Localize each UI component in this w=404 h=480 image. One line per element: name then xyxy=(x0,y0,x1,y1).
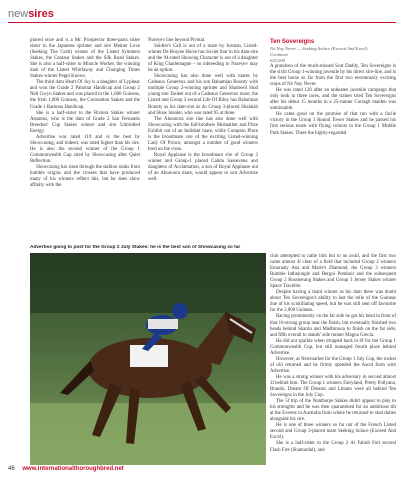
paragraph: However, at Newmarket for the Group 1 July Cup, the rocket of old returned and he firmly upended the Ascot form with Advertise. xyxy=(270,356,396,374)
paragraph: Racing prominently on the far side he got his head in front of that 16-strong group near the finish, but eventually finished two heads behind Skardu and Madhmoun to finish on the far side, and fifth overall to stands' side runner Magna Grecia. xyxy=(270,314,396,338)
article-column-4 xyxy=(270,254,396,454)
paragraph: Showcasing has also done well with mares by Cadeaux Genereux and his son Bahamian Bounty with multiple Group 2-winning sprinter and Shadwell Stud young sire Tasleet out of a Cadeaux Genereux mare, the Listed and Group 3 second Life Of Riley has Bahamian Bounty as his dam-sire as do Group 3-placed Shalaiah and Shaw Stealer, who was rated 95 at three. xyxy=(148,74,258,116)
page-footer xyxy=(8,466,124,476)
paragraph: placed once and is a Mr. Prospector three-parts sister sister to the Japanese sprinter and sire Meiner Love (Seeking The Gold) winner of the Listed Symmers Stakes, the Centaur Stakes and the Silk Road Stakes. She is also a half-sister to Miracle Worker, the winning dam of the Listed Whirlaway and Chunging Times Stakes winner Peppi Knows. xyxy=(30,38,140,80)
horse-photo xyxy=(30,253,266,465)
sire-stud: Coolmore xyxy=(270,52,289,57)
paragraph: He did not sparkle when dropped back to 6f for the Group 1 Commonwealth Cup, but still managed fourth place behind Advertise. xyxy=(270,338,396,356)
paragraph: club attempted to rattle him but to no avail, and the first two came almost 4l clear of a field that included Group 2 winners Emaraaty Ana and Marie's Diamond, the Group 3 winners Rumble Inthejungle and Bergoi Pomboir and the subsequent Group 2 Boomerang Stakes and Group 3 Jersey Stakes winner Space Traveller. xyxy=(270,254,396,290)
sire-fee: €25,000 xyxy=(270,58,285,63)
paragraph: He was a strong winner with his adversary in second almost 3l behind him. The Group 1 winners Fairyland, Pretty Pollyana, Brando, Dream Of Dreams and Limato were all behind Ten Sovereigns in the July Cup. xyxy=(270,374,396,399)
paragraph: A grandson of the much-missed Scat Daddy, Ten Sovereigns is the sixth Group 1-winning juvenile by his direct sire-line, and is the best horse so far from the first two enormously exciting crops of No Nay Never. xyxy=(270,64,396,88)
sire-profile xyxy=(270,38,396,137)
paragraph: Nureyev line beyond Pivotal. xyxy=(148,38,206,43)
header-rule xyxy=(8,22,396,23)
paragraph: Soldier's Call is out of a mare by Iceman, Listed-winner De Bruyne Horse has Soviet Star in his dam-sire and the 94-rated Showing Character is out of a daughter of King Charlemagne – so inbreeding to Nureyev may be an option. xyxy=(148,44,258,74)
photo-caption: Advertise going to post for the Group 2 July Stakes: he is the best son of Showcasing so far xyxy=(30,245,241,250)
section-header-sires: sires xyxy=(28,8,54,20)
paragraph: He came good on the promise of that run with a facile victory in the Group 3 Round Tower Stakes and he passed his first serious exam with flying colours in the Group 1 Middle Park Stakes. There the highly-regarded xyxy=(270,112,396,136)
article-column-2 xyxy=(148,38,258,183)
paragraph: He was rated 120 after an unbeaten juvenile campaign that only took in three races, and the trainer tried Ten Sovereigns after his debut 15 months in a 25-runner Curragh maiden was unmissable. xyxy=(270,88,396,112)
sire-pedigree: No Nay Never — Seeking Solace (Exceed And Excel) xyxy=(270,46,368,51)
paragraph: Despite having a maid winner as his dam there was doubt about Ten Sovereigns's ability to last the mile of the Guineas due of his scintillating speed, but he was still sent off favourite for the 2,000 Guineas. xyxy=(270,290,396,314)
paragraph: He is one of three winners so far out of the French Listed second and Group 3-placed mare Seeking Solace (Exceed And Excel). xyxy=(270,423,396,441)
paragraph: Showcasing has risen through the stallion ranks from humble origins and the crosses that have produced many of his winners reflect this, but he does show affinity with the xyxy=(30,164,140,189)
article-column-1 xyxy=(30,38,140,189)
paragraph: Advertise was rated 119 and is the best by Showcasing, and indeed, was rated higher than his sire. He is also the second winner of the Group 1 Commonwealth Cup sired by Showcasing after Quiet Reflection. xyxy=(30,134,140,164)
paragraph: She is a half-sister to the Riviera Stakes winner Atsantos, who is the dam of Grade 2 San Fernando Breeders' Cup Stakes winner and sire Unbridled Energy. xyxy=(30,110,140,134)
horse-race-illustration xyxy=(30,253,266,465)
section-header xyxy=(8,4,54,20)
paragraph: The Ahonoora sire line has also done well with Showcasing with the full-brothers Mohaather and Prize Exhibit out of an Indidant mare, while Compton Place is the broodmare sire of the exciting Listed-winning Lady Of Princo, amongst a number of good winners bred on the cross. xyxy=(148,116,258,152)
section-header-new: new xyxy=(8,8,29,20)
paragraph: The 5f trip of the Nunthorpe Stakes didn't appear to play to his strengths and he was then quarantined for an ambitious tilt at the Everest in Australia from where he returned to stud duties alongside his sire. xyxy=(270,399,396,423)
sire-name: Ten Sovereigns xyxy=(270,39,315,45)
paragraph: She is a half-sister to the Group 2 Al Fahidi Fort second Flash Fire (Shamardal), and xyxy=(270,441,396,453)
page-number: 46 xyxy=(8,466,15,472)
paragraph: Royal Applause is the broodmare sire of Group 2 winner and Group-1 placed Cabila Sasseveno and daughters of Acclamation, a son of Royal Applause out of an Ahonoora mare, would appear to suit Advertise well. xyxy=(148,152,258,183)
paragraph: The third dam Heart Of Joy is a daughter of Lyphear and won the Grade 2 Palomar Handicap and Group 2 Nell Gwyn Stakes and was placed in the 1,000 Guineas, the Irish 1,000 Guineas, the Coronation Stakes and the Grade 1 Ramona Handicap. xyxy=(30,80,140,110)
website-url: www.internationalthoroughbred.net xyxy=(22,466,124,472)
